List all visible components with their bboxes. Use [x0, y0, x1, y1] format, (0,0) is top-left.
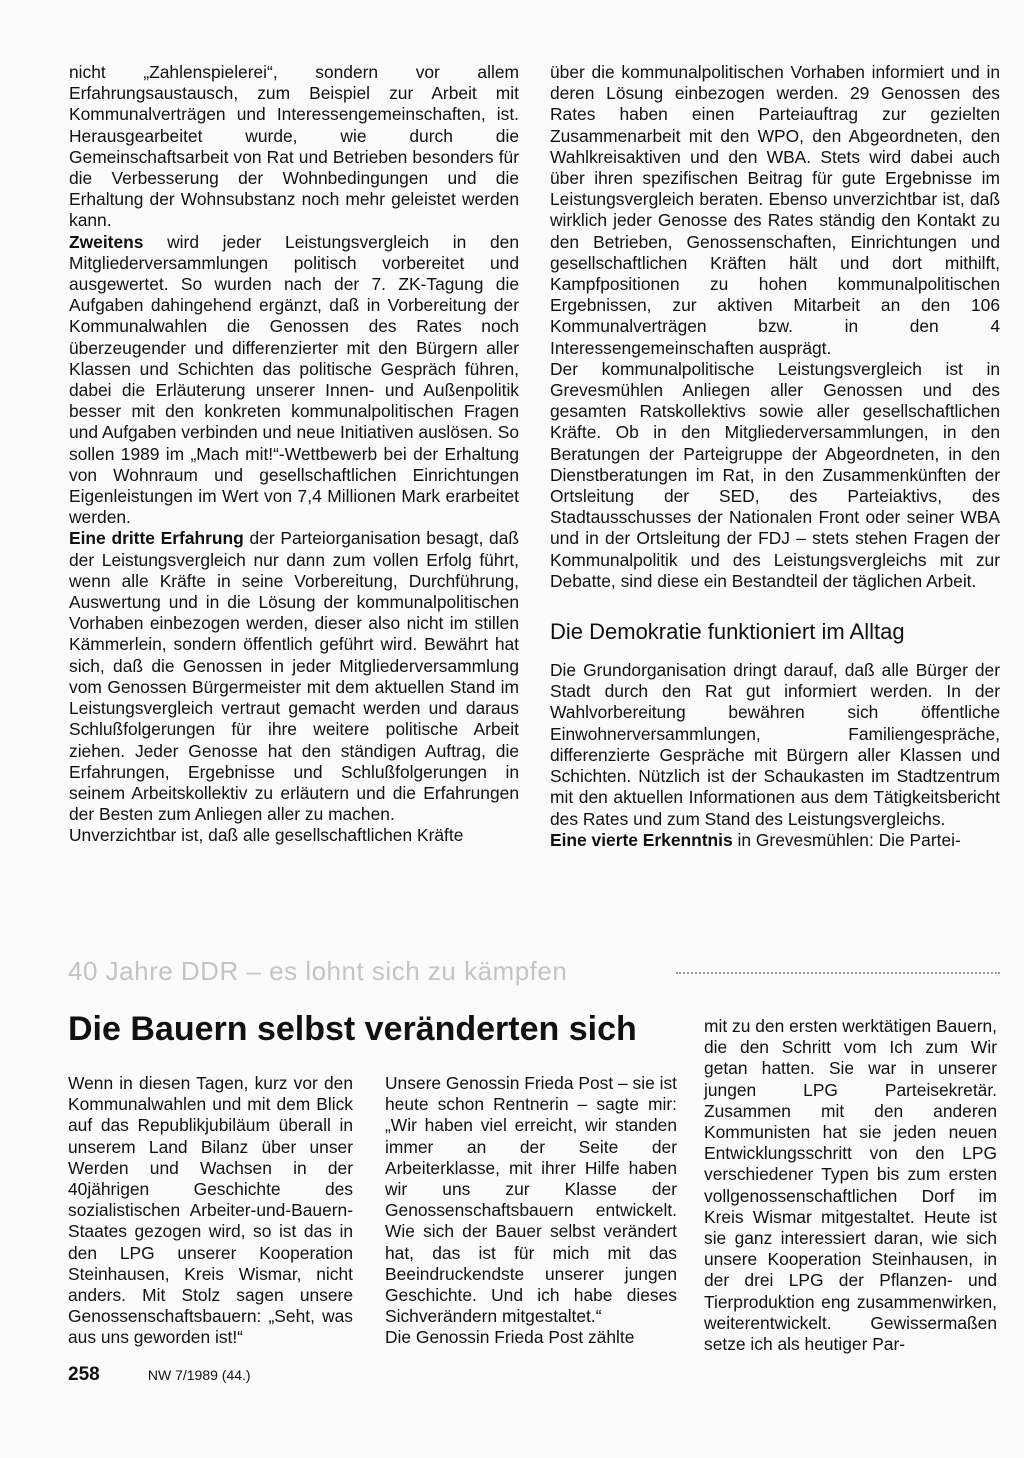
paragraph: Unverzichtbar ist, daß alle gesellschaftlichen Kräfte: [69, 825, 464, 846]
article-column-right: [550, 62, 1000, 851]
paragraph: Die Genossin Frieda Post zählte: [385, 1327, 635, 1348]
paragraph: mit zu den ersten werktätigen Bauern, die den Schritt vom Ich zum Wir getan hatten. Sie war in unserer jungen LPG Parteisekretär. Zusammen mit den anderen Kommunisten hat sie jeden neuen Entwicklungsschritt von den LPG verschiedener Typen bis zum ersten vollgenossenschaftlichen Dorf im Kreis Wismar mitgestaltet. Heute ist sie ganz interessiert daran, wie sich unsere Kooperation Steinhausen, in der drei LPG der Pflanzen- und Tierproduktion eng zusammenwirken, weiterentwickelt. Gewissermaßen setze ich als heutiger Par-: [704, 1016, 997, 1355]
paragraph: Unsere Genossin Frieda Post – sie ist heute schon Rentnerin – sagte mir: „Wir haben viel erreicht, wir standen immer an der Seite der Arbeiterklasse, mit ihrer Hilfe haben wir uns zur Klasse der Genossenschaftsbauern entwickelt. Wie sich der Bauer selbst verändert hat, das ist für mich mit das Beeindruckendste unserer jungen Geschichte. Und ich habe dieses Sichverändern mitgestaltet.“: [385, 1073, 677, 1327]
story-column-1: [68, 1073, 353, 1349]
banner-text: 40 Jahre DDR – es lohnt sich zu kämpfen: [68, 956, 568, 986]
paragraph: [550, 830, 1000, 851]
paragraph: [69, 528, 519, 825]
paragraph: über die kommunalpolitischen Vorhaben informiert und in deren Lösung einbezogen werden. 29 Genossen des Rates haben einen Parteiauftrag zur gezielten Zusammenarbeit mit den WPO, den Abgeordneten, den Wahlkreisaktiven und den WBA. Stets wird dabei auch über ihren spezifischen Beitrag für gute Ergebnisse im Leistungsvergleich beraten. Ebenso unverzichtbar ist, daß wirklich jeder Genosse des Rates ständig den Kontakt zu den Betrieben, Genossenschaften, Einrichtungen und gesellschaftlichen Kräften hält und dort mithilft, Kampfpositionen zu hohen kommunalpolitischen Ergebnissen, zur aktiven Mitarbeit an den 106 Kommunalverträgen bzw. in den 4 Interessengemeinschaften ausprägt.: [550, 62, 1000, 358]
paragraph: Wenn in diesen Tagen, kurz vor den Kommunalwahlen und mit dem Blick auf das Republikjubiläum überall in unserem Land Bilanz über unser Werden und Wachsen in der 40jährigen Geschichte des sozialistischen Arbeiter-und-Bauern-Staates gezogen wird, so ist das in den LPG unserer Kooperation Steinhausen, Kreis Wismar, nicht anders. Mit Stolz sagen unsere Genossenschaftsbauern: „Seht, was aus uns geworden ist!“: [68, 1073, 353, 1348]
paragraph: [69, 232, 519, 529]
story-headline: Die Bauern selbst veränderten sich: [68, 1010, 637, 1048]
story-column-3: [704, 1016, 997, 1355]
issue-info: NW 7/1989 (44.): [147, 1367, 251, 1383]
paragraph-lead: Eine vierte Erkenntnis: [550, 829, 733, 850]
section-banner: [68, 955, 1000, 989]
banner-rule: [676, 972, 1000, 977]
page-footer: [68, 1365, 251, 1386]
paragraph: nicht „Zahlenspielerei“, sondern vor allem Erfahrungsaustausch, zum Beispiel zur Arbeit mit Kommunalverträgen und Interessengemeinschaften, ist. Herausgearbeitet wurde, wie durch die Gemeinschaftsarbeit von Rat und Betrieben besonders für die Verbesserung der Wohnbedingungen und die Erhaltung der Wohnsubstanz noch mehr geleistet werden kann.: [69, 62, 519, 231]
paragraph-lead: Eine dritte Erfahrung: [69, 528, 244, 549]
paragraph-text: wird jeder Leistungsvergleich in den Mitgliederversammlungen politisch vorbereitet und ausgewertet. So wurden nach der 7. ZK-Tagung die Aufgaben dahingehend ergänzt, daß in Vorbereitung der Kommunalwahlen die Genossen des Rates noch überzeugender und differenzierter mit den Bürgern aller Klassen und Schichten das politische Gespräch führen, dabei die Erläuterung unserer Innen- und Außenpolitik besser mit den konkreten kommunalpolitischen Fragen und Aufgaben verbinden und neue Initiativen auslösen. So sollen 1989 im „Mach mit!“-Wettbewerb bei der Erhaltung von Wohnraum und gesellschaftlichen Einrichtungen Eigenleistungen im Wert von 7,4 Millionen Mark erarbeitet werden.: [69, 231, 519, 528]
story-column-2: [385, 1073, 677, 1349]
paragraph-text: in Grevesmühlen: Die Partei-: [732, 829, 961, 850]
article-column-left: [69, 62, 519, 847]
paragraph: Der kommunalpolitische Leistungsvergleich ist in Grevesmühlen Anliegen aller Genossen und des gesamten Ratskollektivs sowie aller gesellschaftlichen Kräfte. Ob in den Mitgliederversammlungen, in den Beratungen der Parteigruppe der Abgeordneten, in den Dienstberatungen im Rat, in den Zusammenkünften der Ortsleitung der SED, des Parteiaktivs, des Stadtausschusses der Nationalen Front oder seiner WBA und in der Ortsleitung der FDJ – stets stehen Fragen der Kommunalpolitik und des Leistungsvergleichs mit zur Debatte, sind diese ein Bestandteil der täglichen Arbeit.: [550, 358, 1000, 591]
paragraph-lead: Zweitens: [69, 231, 144, 252]
page-number: 258: [68, 1364, 100, 1385]
paragraph: Die Grundorganisation dringt darauf, daß alle Bürger der Stadt durch den Rat gut informiert werden. In der Wahlvorbereitung bewähren sich öffentliche Einwohnerversammlungen, Familiengespräche, differenzierte Gespräche mit Bürgern aller Klassen und Schichten. Nützlich ist der Schaukasten im Stadtzentrum mit den aktuellen Informationen aus dem Tätigkeitsbericht des Rates und zum Stand des Leistungsvergleichs.: [550, 660, 1000, 829]
paragraph-text: der Parteiorganisation besagt, daß der Leistungsvergleich nur dann zum vollen Erfolg führt, wenn alle Kräfte in seine Vorbereitung, Durchführung, Auswertung und in die Lösung der kommunalpolitischen Vorhaben einbezogen werden, dieser also nicht im stillen Kämmerlein, sondern öffentlich geführt wird. Bewährt hat sich, daß die Genossen in jeder Mitgliederversammlung vom Genossen Bürgermeister mit dem aktuellen Stand im Leistungsvergleich vertraut gemacht werden und daraus Schlußfolgerungen für ihre weitere politische Arbeit ziehen. Jeder Genosse hat den ständigen Auftrag, die Erfahrungen, Ergebnisse und Schlußfolgerungen in seinem Arbeitskollektiv zu erläutern und die Erfahrungen der Besten zum Anliegen aller zu machen.: [69, 528, 519, 825]
section-subheading: Die Demokratie funktioniert im Alltag: [550, 619, 905, 645]
